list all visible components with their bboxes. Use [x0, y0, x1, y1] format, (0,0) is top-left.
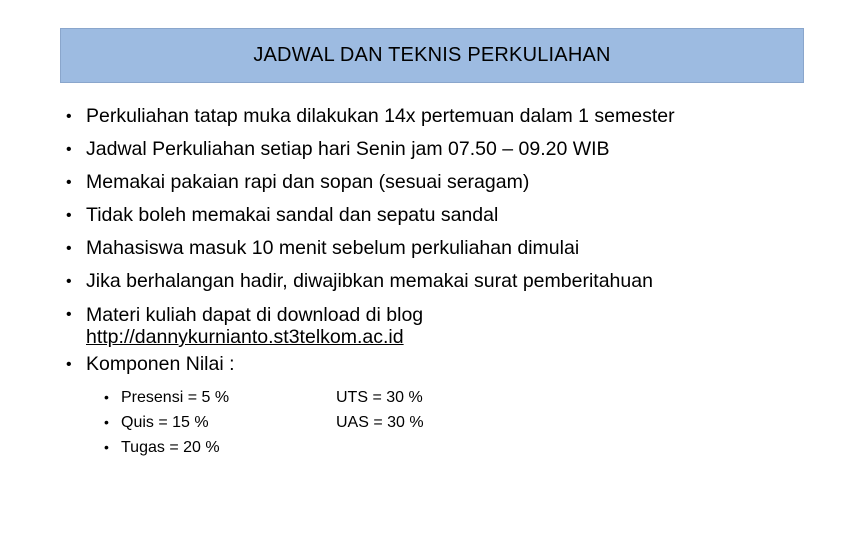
title-banner — [60, 28, 804, 83]
materi-text: Materi kuliah dapat di download di blog — [86, 304, 424, 326]
list-item: • Mahasiswa masuk 10 menit sebelum perkuliahan dimulai — [66, 232, 826, 265]
list-item: • Jadwal Perkuliahan setiap hari Senin jam 07.50 – 09.20 WIB — [66, 133, 826, 166]
bullet-icon: • — [66, 108, 72, 125]
grade-item: UAS = 30 % — [336, 414, 424, 431]
bullet-icon: • — [66, 174, 72, 191]
grade-components — [104, 385, 424, 460]
grade-item: • Quis = 15 % — [104, 410, 336, 435]
bullet-icon: • — [66, 273, 72, 290]
list-item-komponen — [66, 348, 826, 381]
list-item-materi — [66, 298, 826, 348]
bullet-icon: • — [104, 439, 109, 455]
rules-list — [66, 100, 826, 381]
bullet-icon: • — [66, 306, 72, 323]
list-item: • Perkuliahan tatap muka dilakukan 14x pertemuan dalam 1 semester — [66, 100, 826, 133]
bullet-icon: • — [104, 414, 109, 430]
grade-item: UTS = 30 % — [336, 389, 423, 406]
bullet-icon: • — [66, 207, 72, 224]
list-item: • Tidak boleh memakai sandal dan sepatu sandal — [66, 199, 826, 232]
grade-item: • Tugas = 20 % — [104, 435, 336, 460]
list-item: • Memakai pakaian rapi dan sopan (sesuai seragam) — [66, 166, 826, 199]
komponen-label: Komponen Nilai : — [86, 353, 235, 375]
bullet-icon: • — [104, 389, 109, 405]
blog-link[interactable]: http://dannykurnianto.st3telkom.ac.id — [86, 326, 404, 348]
bullet-icon: • — [66, 240, 72, 257]
bullet-icon: • — [66, 356, 72, 373]
list-item: • Jika berhalangan hadir, diwajibkan memakai surat pemberitahuan — [66, 265, 826, 298]
page-title: JADWAL DAN TEKNIS PERKULIAHAN — [253, 44, 611, 66]
bullet-icon: • — [66, 141, 72, 158]
grade-item: • Presensi = 5 % — [104, 385, 336, 410]
